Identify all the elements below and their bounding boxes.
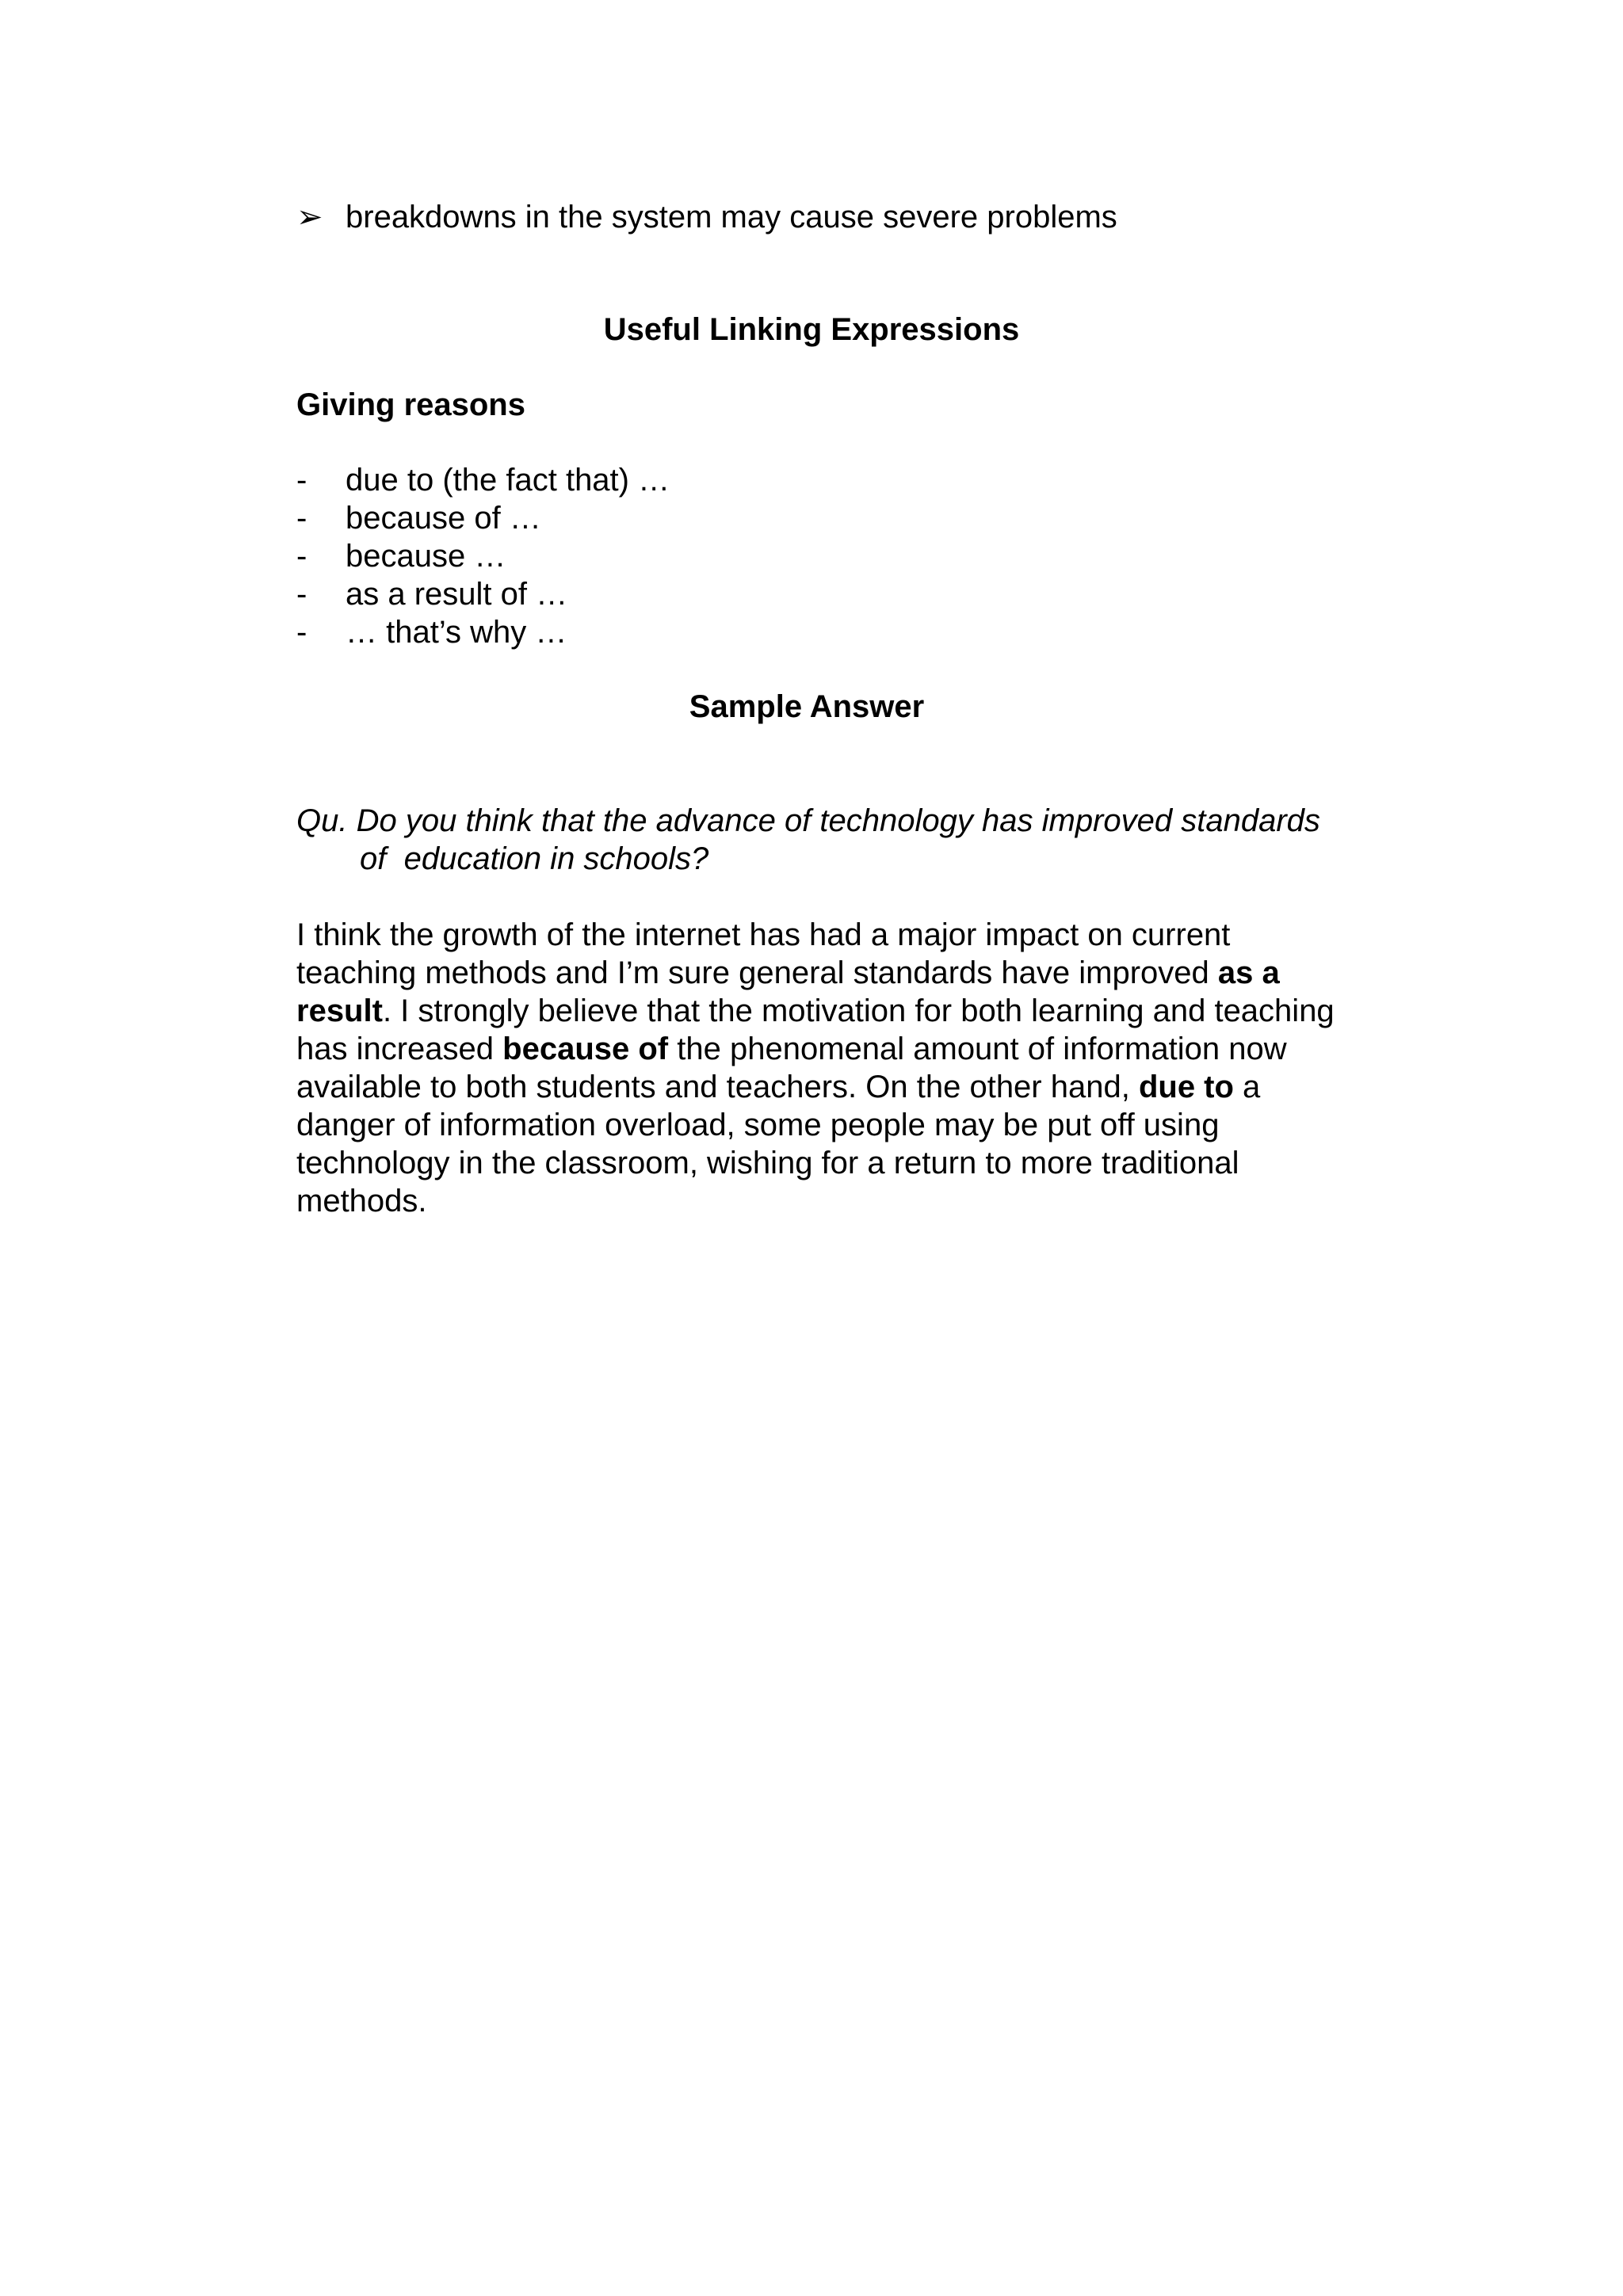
answer-text: has increased [296,1032,503,1066]
answer-text: teaching methods and I’m sure general standards have improved [296,955,1218,990]
answer-text: a [1233,1070,1261,1104]
list-item-text: … that’s why … [346,615,567,650]
sample-answer-heading: Sample Answer [689,689,925,724]
list-item-text: due to (the fact that) … [346,463,670,498]
dash-marker: - [296,615,307,650]
answer-paragraph [296,916,1382,1220]
list-item-text: because … [346,539,506,574]
arrow-bullet-icon: ➢ [296,200,323,235]
answer-line [296,1030,1382,1068]
answer-line: I think the growth of the internet has had a major impact on current [296,917,1231,952]
answer-emphasis: result [296,994,383,1028]
list-item-text: because of … [346,501,541,536]
answer-line [296,1068,1382,1106]
question-line-1: Qu. Do you think that the advance of technology has improved standards [296,803,1320,838]
answer-line: danger of information overload, some people may be put off using [296,1108,1220,1142]
dash-marker: - [296,577,307,612]
subsection-heading: Giving reasons [296,387,525,422]
question-line-2: of education in schools? [360,841,709,876]
answer-text: the phenomenal amount of information now [668,1032,1287,1066]
list-item-text: as a result of … [346,577,568,612]
answer-line [296,954,1382,992]
dash-marker: - [296,463,307,498]
answer-text: . I strongly believe that the motivation for both learning and teaching [382,994,1335,1028]
answer-line: methods. [296,1184,427,1219]
answer-emphasis: as a [1217,955,1280,990]
bullet-item-text: breakdowns in the system may cause severe problems [346,200,1117,235]
section-heading: Useful Linking Expressions [603,312,1020,347]
answer-emphasis: because of [502,1032,669,1066]
answer-emphasis: due to [1138,1070,1234,1104]
answer-line: technology in the classroom, wishing for a return to more traditional [296,1146,1239,1180]
dash-marker: - [296,501,307,536]
answer-line [296,992,1382,1030]
answer-text: available to both students and teachers. On the other hand, [296,1070,1139,1104]
dash-marker: - [296,539,307,574]
question-text [296,802,1374,878]
